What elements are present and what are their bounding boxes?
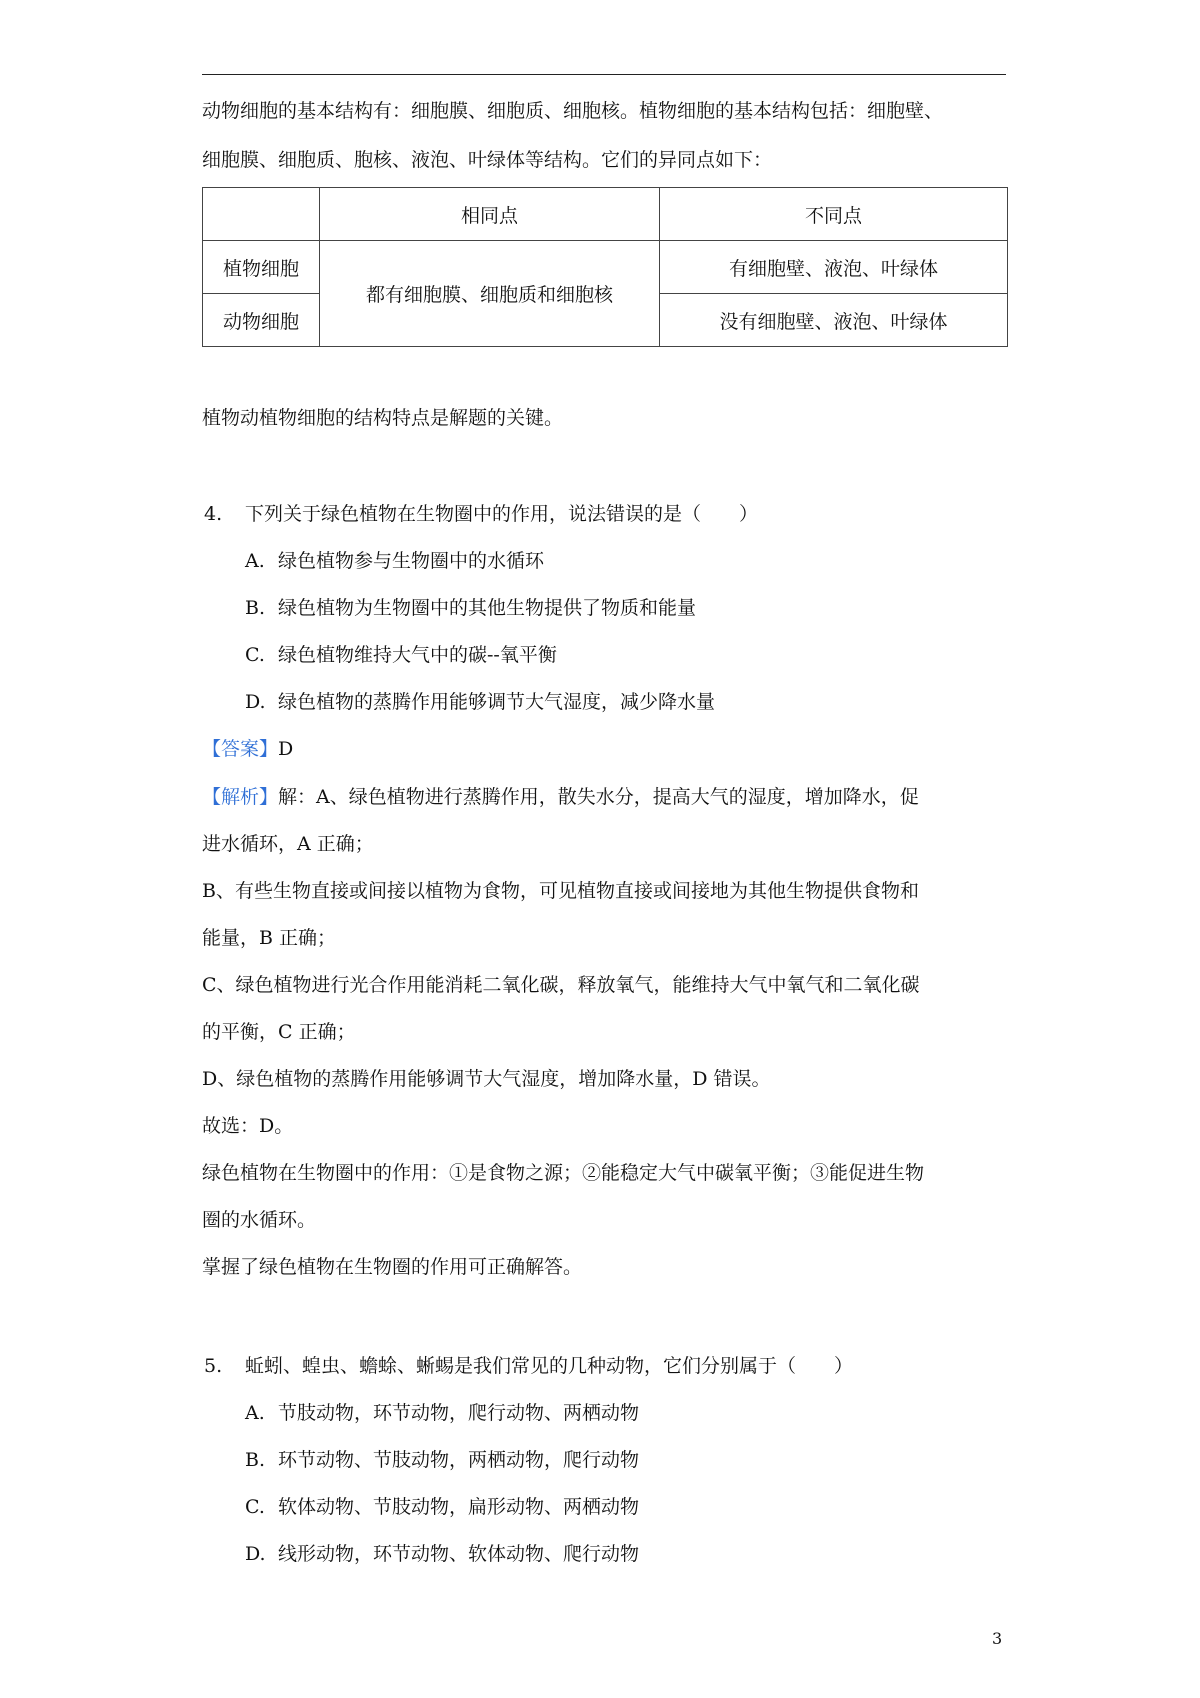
table-header-common: 相同点 bbox=[320, 188, 660, 241]
common-cell: 都有细胞膜、细胞质和细胞核 bbox=[320, 241, 660, 347]
q4-analysis-line-9: 绿色植物在生物圈中的作用：①是食物之源；②能稳定大气中碳氧平衡；③能促进生物 bbox=[202, 1162, 925, 1184]
q4-option-b-letter: B. bbox=[245, 597, 266, 619]
q4-analysis-line-4: 能量，B 正确； bbox=[202, 927, 337, 949]
plant-diff-cell: 有细胞壁、液泡、叶绿体 bbox=[660, 241, 1008, 294]
q4-analysis-line-7: D、绿色植物的蒸腾作用能够调节大气湿度，增加降水量，D 错误。 bbox=[202, 1068, 771, 1090]
header-rule bbox=[202, 74, 1006, 75]
q4-option-a-letter: A. bbox=[245, 550, 265, 572]
q4-analysis-line-1 bbox=[202, 783, 919, 811]
answer-value: D bbox=[278, 738, 294, 760]
q5-number: 5. bbox=[204, 1355, 223, 1377]
q5-option-c-text: 软体动物、节肢动物，扁形动物、两栖动物 bbox=[278, 1496, 640, 1518]
q4-analysis-line-2: 进水循环，A 正确； bbox=[202, 833, 374, 855]
table-row bbox=[203, 241, 1008, 294]
table-header-blank bbox=[203, 188, 320, 241]
q5-stem: 蚯蚓、蝗虫、蟾蜍、蜥蜴是我们常见的几种动物，它们分别属于（ ） bbox=[245, 1355, 854, 1377]
q4-number: 4. bbox=[204, 503, 223, 525]
q5-option-d-letter: D. bbox=[245, 1543, 266, 1565]
q4-analysis-line-6: 的平衡，C 正确； bbox=[202, 1021, 356, 1043]
q4-analysis-line-10: 圈的水循环。 bbox=[202, 1209, 317, 1231]
q4-option-b-text: 绿色植物为生物圈中的其他生物提供了物质和能量 bbox=[278, 597, 697, 619]
q5-option-d-text: 线形动物，环节动物、软体动物、爬行动物 bbox=[278, 1543, 640, 1565]
page-number: 3 bbox=[992, 1629, 1003, 1648]
q4-option-c-letter: C. bbox=[245, 644, 265, 666]
q5-option-a-text: 节肢动物，环节动物，爬行动物、两栖动物 bbox=[278, 1402, 640, 1424]
table-header-row bbox=[203, 188, 1008, 241]
row-label-animal: 动物细胞 bbox=[203, 294, 320, 347]
table-header-diff: 不同点 bbox=[660, 188, 1008, 241]
comparison-table bbox=[202, 187, 1008, 347]
analysis-tag: 【解析】 bbox=[202, 786, 279, 808]
row-label-plant: 植物细胞 bbox=[203, 241, 320, 294]
q5-option-b-text: 环节动物、节肢动物，两栖动物，爬行动物 bbox=[278, 1449, 640, 1471]
analysis-text: 解：A、绿色植物进行蒸腾作用，散失水分，提高大气的湿度，增加降水，促 bbox=[278, 786, 919, 808]
q5-option-b-letter: B. bbox=[245, 1449, 266, 1471]
q4-option-c-text: 绿色植物维持大气中的碳--氧平衡 bbox=[278, 644, 557, 666]
intro-line-1: 动物细胞的基本结构有：细胞膜、细胞质、细胞核。植物细胞的基本结构包括：细胞壁、 bbox=[202, 100, 944, 122]
q5-option-c-letter: C. bbox=[245, 1496, 265, 1518]
q4-analysis-line-8: 故选：D。 bbox=[202, 1115, 294, 1137]
q4-analysis-line-3: B、有些生物直接或间接以植物为食物，可见植物直接或间接地为其他生物提供食物和 bbox=[202, 880, 919, 902]
q4-analysis-line-11: 掌握了绿色植物在生物圈的作用可正确解答。 bbox=[202, 1256, 583, 1278]
q4-option-d-text: 绿色植物的蒸腾作用能够调节大气湿度，减少降水量 bbox=[278, 691, 716, 713]
q4-option-a-text: 绿色植物参与生物圈中的水循环 bbox=[278, 550, 545, 572]
q5-option-a-letter: A. bbox=[245, 1402, 265, 1424]
q4-answer-line bbox=[202, 735, 293, 763]
q4-stem: 下列关于绿色植物在生物圈中的作用，说法错误的是（ ） bbox=[245, 503, 759, 525]
answer-tag: 【答案】 bbox=[202, 738, 279, 760]
animal-diff-cell: 没有细胞壁、液泡、叶绿体 bbox=[660, 294, 1008, 347]
q4-analysis-line-5: C、绿色植物进行光合作用能消耗二氧化碳，释放氧气，能维持大气中氧气和二氧化碳 bbox=[202, 974, 920, 996]
q4-option-d-letter: D. bbox=[245, 691, 266, 713]
intro-line-2: 细胞膜、细胞质、胞核、液泡、叶绿体等结构。它们的异同点如下： bbox=[202, 149, 773, 171]
key-note: 植物动植物细胞的结构特点是解题的关键。 bbox=[202, 407, 564, 429]
